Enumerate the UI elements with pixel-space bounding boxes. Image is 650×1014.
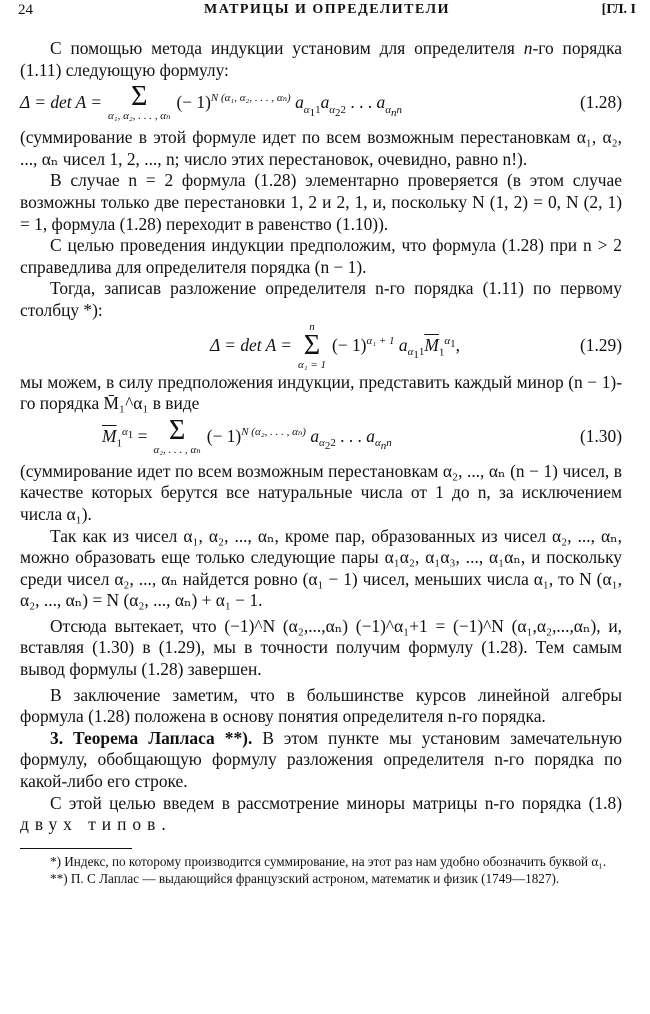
- equation-1-28-body: [20, 81, 402, 123]
- running-title: МАТРИЦЫ И ОПРЕДЕЛИТЕЛИ: [204, 2, 450, 17]
- paragraph-minor: мы можем, в силу предположения индукции, представить каждый минор (n − 1)-го порядка M̄₁^α₁ в виде: [20, 371, 622, 414]
- equation-1-29: [20, 320, 622, 371]
- paragraph-expansion: Тогда, записав разложение определителя n-го порядка (1.11) по первому столбцу *):: [20, 278, 622, 320]
- eq130-term: (− 1)$^{N (\alpha_2, . . . , \alpha_n)}$ $a_{\alpha_22}$ . . . $a_{\alpha_nn}$: [206, 425, 392, 453]
- eq130-sum-lower: α₂, . . . , αₙ: [153, 443, 201, 456]
- paragraph-induction: С целью проведения индукции предположим, что формула (1.28) при n > 2 справедлива для определителя порядка (n − 1).: [20, 235, 622, 277]
- paragraph-sum-note-2: (суммирование идет по всем возможным перестановкам α₂, ..., αₙ (n − 1) чисел, в качестве которых берутся все натуральные числа от 1 до n, за исключением числа α₁).: [20, 460, 622, 524]
- equation-1-29-body: [210, 321, 460, 371]
- page-body: [20, 38, 622, 887]
- paragraph-minors-types: С этой целью введем в рассмотрение миноры матрицы n-го порядка (1.8) двух типов.: [20, 792, 622, 835]
- running-header: [18, 2, 636, 22]
- chapter-marker: [ГЛ. I: [601, 2, 636, 17]
- paragraph-case-n2: В случае n = 2 формула (1.28) элементарно проверяется (в этом случае возможны только две перестановки 1, 2 и 2, 1, и, поскольку N (1, 2) = 0, N (2, 1) = 1, формула (1.28) переходит в равенство (1.10)).: [20, 170, 622, 234]
- eq128-lhs: Δ = det A =: [20, 92, 102, 113]
- paragraph-pairs: Так как из чисел α₁, α₂, ..., αₙ, кроме пар, образованных из чисел α₂, ..., αₙ, можно образовать еще только следующие пары α₁α₂, α₁α₃, ..., α₁αₙ, и поскольку среди чисел α₂, ..., αₙ найдется ровно (α₁ − 1) чисел, меньших числа α₁, то N (α₁, α₂, ..., αₙ) = N (α₂, ..., αₙ) + α₁ − 1.: [20, 525, 622, 611]
- paragraph-sum-note: (суммирование в этой формуле идет по всем возможным перестановкам α₁, α₂, ..., αₙ чисел 1, 2, ..., n; число этих перестановок, очевидно, равно n!).: [20, 127, 622, 169]
- eq129-sum-lower: α₁ = 1: [298, 358, 327, 371]
- eq129-sum: n Σ α₁ = 1: [298, 320, 327, 371]
- eq129-sum-upper: n: [309, 320, 315, 333]
- section-laplace: 3. Теорема Лапласа **). В этом пункте мы установим замечательную формулу, обобщающую формулу разложения определителя n-го порядка по какой-либо его строке.: [20, 727, 622, 792]
- paragraph-remark: В заключение заметим, что в большинстве курсов линейной алгебры формула (1.28) положена в основу понятия определителя n-го порядка.: [20, 684, 622, 727]
- paragraph-intro: С помощью метода индукции установим для определителя n-го порядка (1.11) следующую формулу:: [20, 38, 622, 80]
- eq128-term: (− 1)$^{N (\alpha_1, \alpha_2, . . . , \alpha_n)}$ $a_{\alpha_11}a_{\alpha_22}$ . . . $a_{\alpha_nn}$: [176, 92, 402, 120]
- footnotes: [20, 853, 622, 887]
- equation-1-28: [20, 81, 622, 123]
- eq128-sum: Σ α₁, α₂, . . . , αₙ: [108, 81, 171, 123]
- eq128-sum-lower: α₁, α₂, . . . , αₙ: [108, 110, 171, 123]
- eq130-number: (1.30): [579, 425, 622, 446]
- section-heading: 3. Теорема Лапласа **).: [50, 727, 253, 748]
- eq129-number: (1.29): [579, 334, 622, 355]
- footnote-2: **) П. С Лаплас — выдающийся французский астроном, математик и физик (1749—1827).: [50, 870, 560, 886]
- eq130-sum: Σ α₂, . . . , αₙ: [153, 414, 201, 456]
- paragraph-conclusion: Отсюда вытекает, что (−1)^N (α₂,...,αₙ) (−1)^α₁+1 = (−1)^N (α₁,α₂,...,αₙ), и, вставляя (1.30) в (1.29), мы в точности получим формулу (1.28). Тем самым вывод формулы (1.28) завершен.: [20, 615, 622, 680]
- footnote-rule: [20, 848, 132, 849]
- eq129-lhs: Δ = det A =: [210, 334, 292, 355]
- footnote-1: *) Индекс, по которому производится суммирование, на этот раз нам удобно обозначить буквой α₁.: [50, 853, 607, 869]
- eq129-term: (− 1)$^{\alpha_1 + 1}$ $a_{\alpha_11}\overline{M}_1^{\alpha_1}$,: [332, 334, 460, 362]
- eq130-lhs: $\overline{M}_1^{\alpha_1}$ =: [102, 425, 148, 450]
- equation-1-30-body: [102, 414, 392, 456]
- page-number: 24: [18, 2, 33, 18]
- eq128-number: (1.28): [579, 92, 622, 113]
- equation-1-30: [20, 414, 622, 457]
